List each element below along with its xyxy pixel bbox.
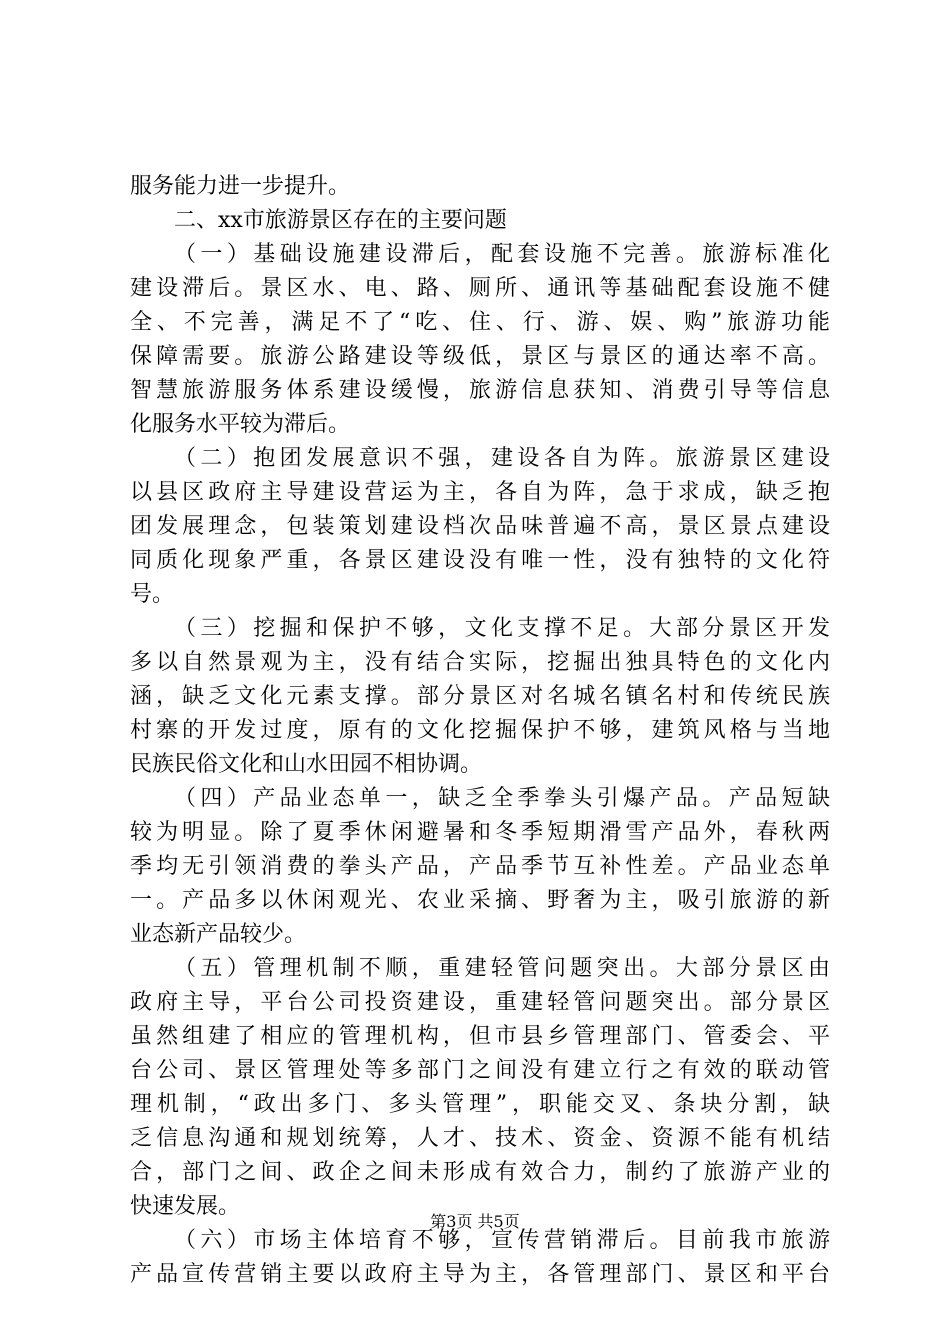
text-line: 业态新产品较少。	[130, 922, 307, 947]
text-line: （六）市场主体培育不够，宣传营销滞后。目前我市旅游	[174, 1228, 830, 1253]
text-line: 号。	[130, 582, 175, 607]
text-line: 政府主导，平台公司投资建设，重建轻管问题突出。部分景区	[130, 990, 830, 1015]
text-line: 涵，缺乏文化元素支撑。部分景区对名城名镇名村和传统民族	[130, 684, 830, 709]
text-line: 民族民俗文化和山水田园不相协调。	[130, 752, 483, 777]
text-line: 较为明显。除了夏季休闲避暑和冬季短期滑雪产品外，春秋两	[130, 820, 830, 845]
text-line: 建设滞后。景区水、电、路、厕所、通讯等基础配套设施不健	[130, 276, 830, 301]
text-line: 理机制，“政出多门、多头管理”，职能交叉、条块分割，缺	[130, 1092, 830, 1117]
text-line: 合，部门之间、政企之间未形成有效合力，制约了旅游产业的	[130, 1160, 830, 1185]
text-line: 全、不完善，满足不了“吃、住、行、游、娱、购”旅游功能	[130, 310, 830, 335]
text-line: 二、xx市旅游景区存在的主要问题	[174, 208, 507, 233]
text-line: （二）抱团发展意识不强，建设各自为阵。旅游景区建设	[174, 446, 830, 471]
text-line: 以县区政府主导建设营运为主，各自为阵，急于求成，缺乏抱	[130, 480, 830, 505]
document-body	[130, 170, 830, 1292]
text-line: （三）挖掘和保护不够，文化支撑不足。大部分景区开发	[174, 616, 830, 641]
text-line: 台公司、景区管理处等多部门之间没有建立行之有效的联动管	[130, 1058, 830, 1083]
text-line: 团发展理念，包装策划建设档次品味普遍不高，景区景点建设	[130, 514, 830, 539]
page-footer: 第3页 共5页	[430, 1212, 520, 1231]
text-line: 村寨的开发过度，原有的文化挖掘保护不够，建筑风格与当地	[130, 718, 830, 743]
text-line: 乏信息沟通和规划统筹，人才、技术、资金、资源不能有机结	[130, 1126, 830, 1151]
text-line: 季均无引领消费的拳头产品，产品季节互补性差。产品业态单	[130, 854, 830, 879]
text-line: 虽然组建了相应的管理机构，但市县乡管理部门、管委会、平	[130, 1024, 830, 1049]
text-line: （一）基础设施建设滞后，配套设施不完善。旅游标准化	[174, 242, 830, 267]
text-line: 同质化现象严重，各景区建设没有唯一性，没有独特的文化符	[130, 548, 830, 573]
text-line: 一。产品多以休闲观光、农业采摘、野奢为主，吸引旅游的新	[130, 888, 830, 913]
text-line: （五）管理机制不顺，重建轻管问题突出。大部分景区由	[174, 956, 830, 981]
text-line: （四）产品业态单一，缺乏全季拳头引爆产品。产品短缺	[174, 786, 830, 811]
text-line: 智慧旅游服务体系建设缓慢，旅游信息获知、消费引导等信息	[130, 378, 830, 403]
text-line: 服务能力进一步提升。	[130, 174, 351, 199]
text-line: 产品宣传营销主要以政府主导为主，各管理部门、景区和平台	[130, 1262, 830, 1287]
text-line: 化服务水平较为滞后。	[130, 412, 351, 437]
text-line: 快速发展。	[130, 1194, 241, 1219]
text-line: 多以自然景观为主，没有结合实际，挖掘出独具特色的文化内	[130, 650, 830, 675]
text-line: 保障需要。旅游公路建设等级低，景区与景区的通达率不高。	[130, 344, 830, 369]
